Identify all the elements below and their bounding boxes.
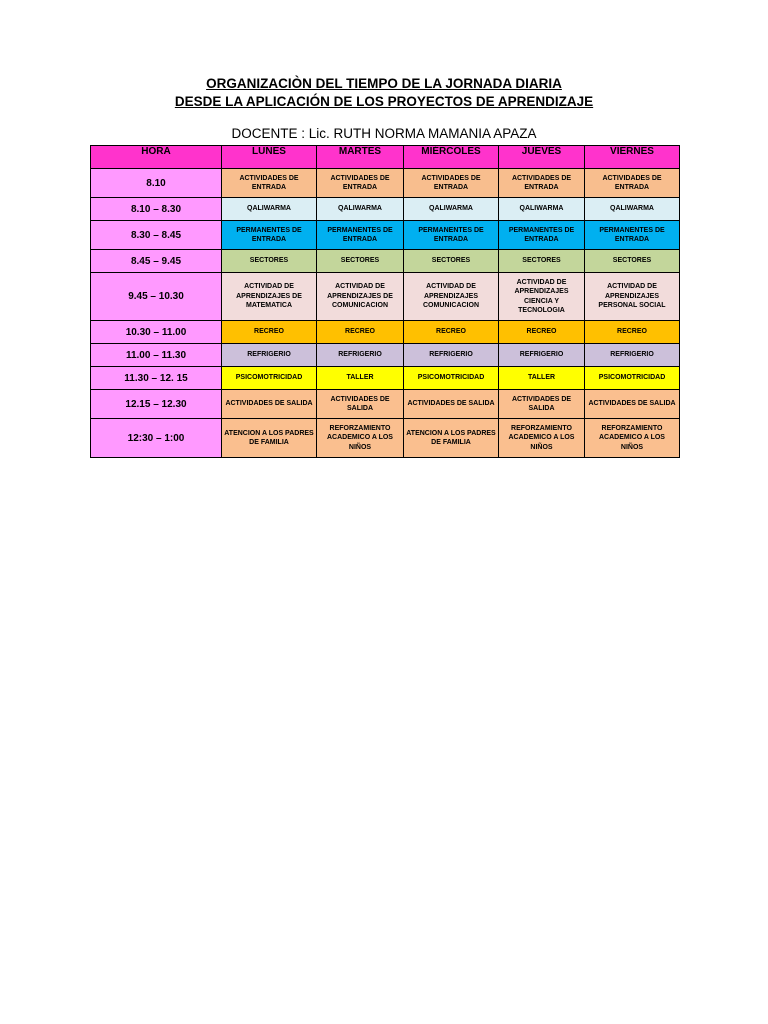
time-cell: 9.45 – 10.30	[91, 273, 222, 321]
time-cell: 11.30 – 12. 15	[91, 367, 222, 390]
table-row	[91, 321, 680, 344]
activity-cell: ACTIVIDADES DE ENTRADA	[222, 169, 317, 198]
activity-cell: PSICOMOTRICIDAD	[404, 367, 499, 390]
time-cell: 11.00 – 11.30	[91, 344, 222, 367]
activity-cell: REFORZAMIENTO ACADEMICO A LOS NIÑOS	[317, 419, 404, 458]
activity-cell: PSICOMOTRICIDAD	[222, 367, 317, 390]
activity-cell: ACTIVIDAD DE APRENDIZAJES COMUNICACION	[404, 273, 499, 321]
column-header-hora: HORA	[91, 146, 222, 169]
activity-cell: ACTIVIDADES DE ENTRADA	[404, 169, 499, 198]
activity-cell: QALIWARMA	[499, 198, 585, 221]
activity-cell: QALIWARMA	[222, 198, 317, 221]
activity-cell: REFRIGERIO	[317, 344, 404, 367]
table-row	[91, 250, 680, 273]
activity-cell: PERMANENTES DE ENTRADA	[499, 221, 585, 250]
time-cell: 12.15 – 12.30	[91, 390, 222, 419]
column-header-miercoles: MIÉRCOLES	[404, 146, 499, 169]
activity-cell: SECTORES	[317, 250, 404, 273]
activity-cell: REFRIGERIO	[499, 344, 585, 367]
page-title-line-1: ORGANIZACIÒN DEL TIEMPO DE LA JORNADA DIARIA	[206, 76, 562, 91]
activity-cell: REFRIGERIO	[222, 344, 317, 367]
activity-cell: RECREO	[317, 321, 404, 344]
activity-cell: ACTIVIDAD DE APRENDIZAJES DE COMUNICACION	[317, 273, 404, 321]
activity-cell: ACTIVIDADES DE SALIDA	[585, 390, 680, 419]
activity-cell: SECTORES	[499, 250, 585, 273]
column-header-lunes: LUNES	[222, 146, 317, 169]
activity-cell: TALLER	[499, 367, 585, 390]
activity-cell: QALIWARMA	[404, 198, 499, 221]
docente-label: DOCENTE : Lic. RUTH NORMA MAMANIA APAZA	[231, 126, 537, 141]
activity-cell: ACTIVIDADES DE SALIDA	[499, 390, 585, 419]
activity-cell: SECTORES	[585, 250, 680, 273]
activity-cell: ATENCION A LOS PADRES DE FAMILIA	[222, 419, 317, 458]
time-cell: 8.10 – 8.30	[91, 198, 222, 221]
activity-cell: ATENCION A LOS PADRES DE FAMILIA	[404, 419, 499, 458]
table-row	[91, 273, 680, 321]
activity-cell: REFRIGERIO	[404, 344, 499, 367]
activity-cell: ACTIVIDADES DE ENTRADA	[499, 169, 585, 198]
activity-cell: RECREO	[222, 321, 317, 344]
table-row	[91, 344, 680, 367]
table-row	[91, 169, 680, 198]
time-cell: 8.45 – 9.45	[91, 250, 222, 273]
activity-cell: PSICOMOTRICIDAD	[585, 367, 680, 390]
activity-cell: ACTIVIDADES DE ENTRADA	[317, 169, 404, 198]
column-header-martes: MARTES	[317, 146, 404, 169]
table-row	[91, 390, 680, 419]
activity-cell: PERMANENTES DE ENTRADA	[404, 221, 499, 250]
table-row	[91, 221, 680, 250]
activity-cell: RECREO	[585, 321, 680, 344]
table-row	[91, 367, 680, 390]
activity-cell: SECTORES	[404, 250, 499, 273]
time-cell: 8.10	[91, 169, 222, 198]
column-header-viernes: VIERNES	[585, 146, 680, 169]
activity-cell: REFORZAMIENTO ACADEMICO A LOS NIÑOS	[585, 419, 680, 458]
column-header-jueves: JUEVES	[499, 146, 585, 169]
activity-cell: SECTORES	[222, 250, 317, 273]
activity-cell: ACTIVIDAD DE APRENDIZAJES CIENCIA Y TECNOLOGIA	[499, 273, 585, 321]
activity-cell: ACTIVIDAD DE APRENDIZAJES PERSONAL SOCIAL	[585, 273, 680, 321]
activity-cell: PERMANENTES DE ENTRADA	[317, 221, 404, 250]
activity-cell: ACTIVIDADES DE SALIDA	[222, 390, 317, 419]
time-cell: 10.30 – 11.00	[91, 321, 222, 344]
activity-cell: PERMANENTES DE ENTRADA	[222, 221, 317, 250]
activity-cell: PERMANENTES DE ENTRADA	[585, 221, 680, 250]
activity-cell: REFRIGERIO	[585, 344, 680, 367]
activity-cell: QALIWARMA	[585, 198, 680, 221]
activity-cell: ACTIVIDAD DE APRENDIZAJES DE MATEMATICA	[222, 273, 317, 321]
time-cell: 8.30 – 8.45	[91, 221, 222, 250]
table-row	[91, 198, 680, 221]
activity-cell: ACTIVIDADES DE ENTRADA	[585, 169, 680, 198]
activity-cell: RECREO	[404, 321, 499, 344]
schedule-table	[90, 145, 680, 458]
activity-cell: RECREO	[499, 321, 585, 344]
activity-cell: REFORZAMIENTO ACADEMICO A LOS NIÑOS	[499, 419, 585, 458]
activity-cell: QALIWARMA	[317, 198, 404, 221]
activity-cell: ACTIVIDADES DE SALIDA	[317, 390, 404, 419]
page-title-line-2: DESDE LA APLICACIÓN DE LOS PROYECTOS DE APRENDIZAJE	[174, 94, 594, 109]
activity-cell: ACTIVIDADES DE SALIDA	[404, 390, 499, 419]
table-row	[91, 419, 680, 458]
activity-cell: TALLER	[317, 367, 404, 390]
time-cell: 12:30 – 1:00	[91, 419, 222, 458]
table-header-row	[91, 146, 680, 169]
